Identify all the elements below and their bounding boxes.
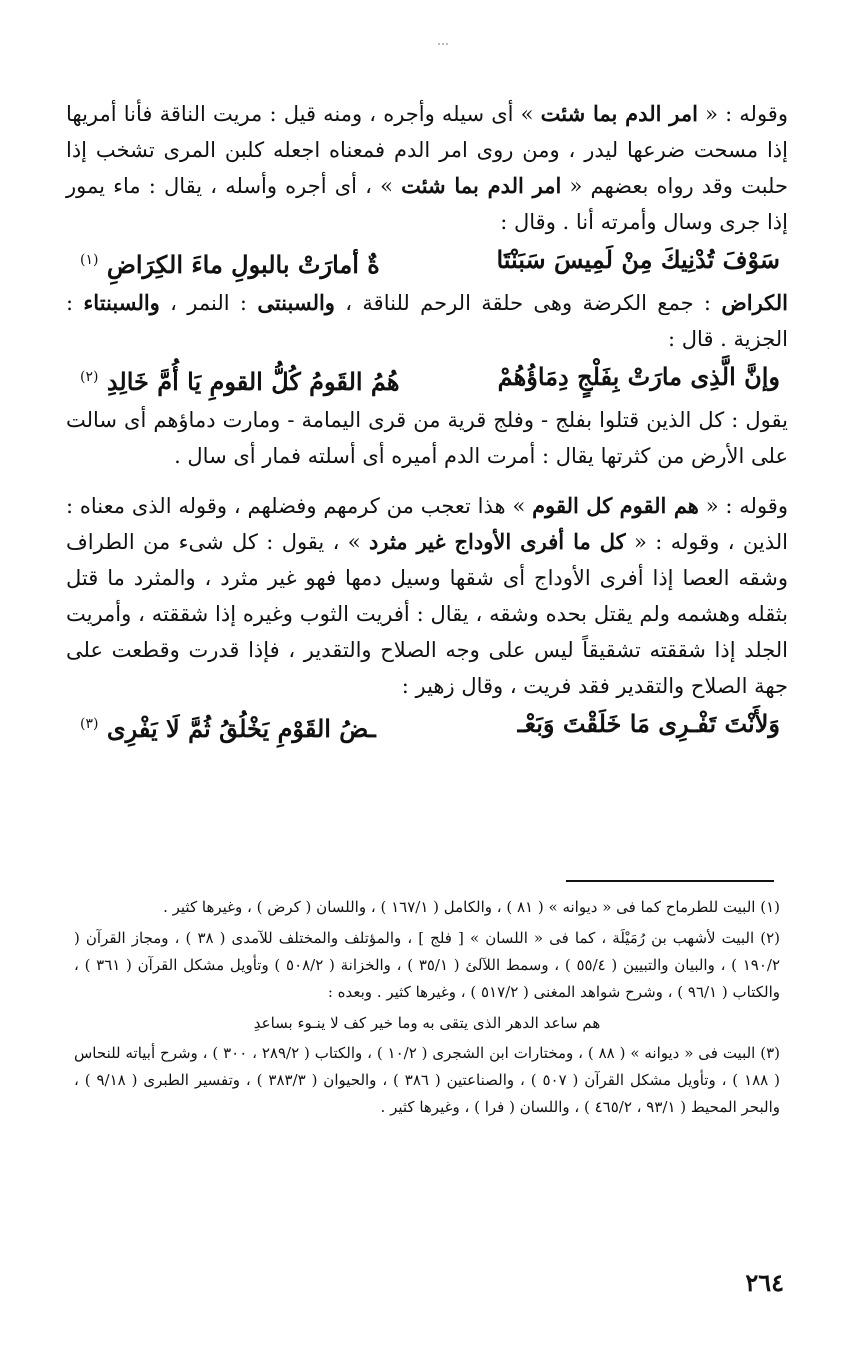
footnote-2-verse: هم ساعد الدهر الذى يتقى به وما خير كف لا ينـوء بساعدِ — [253, 1014, 601, 1032]
footnote-1: (١) البيت للطرماح كما فى « ديوانه » ( ٨١ ) ، والكامل ( ١٦٧/١ ) ، واللسان ( كرض ) ، وغيرها كثير . — [163, 898, 780, 916]
verse-3 — [80, 704, 780, 749]
footnote-divider — [566, 880, 774, 882]
text: » أى سيله وأجره ، ومنه قيل : مريت الناقة فأنا أمريها إذا مسحت ضرعها ليدر ، ومن روى امر الدم فمعناه اجعله كلبن المرى تشخب إذا حلبت وقد رواه بعضهم « — [66, 102, 788, 198]
quoted-phrase: امر الدم بما شئت — [401, 173, 562, 198]
verse-hemistich-first: وَلأَنْتَ تَفْـرِى مَا خَلَقْتَ وَبَعْـ — [517, 709, 780, 738]
footnote-ref: (٣) — [80, 716, 99, 732]
verse-text: ةٌ أمارَتْ بالبولِ ماءَ الكِرَاضِ — [106, 250, 380, 279]
footnotes — [74, 894, 780, 1125]
main-text — [66, 96, 788, 749]
paragraph-3: يقول : كل الذين قتلوا بفلج - وفلج قرية من قرى اليمامة - ومارت دماؤهم أى سالت على الأرض من كثرتها يقال : أمرت الدم أميره أى أسلته فمار أى سال . — [66, 408, 788, 468]
paragraph-2 — [66, 285, 788, 357]
paragraph-1 — [66, 96, 788, 240]
scan-mark — [438, 30, 452, 36]
verse-2 — [80, 357, 780, 402]
verse-text: هُمُ القَومُ كُلُّ القومِ يَا أُمَّ خَالِدِ — [106, 367, 400, 396]
text: وقوله : « — [697, 102, 788, 126]
spacer — [66, 474, 788, 488]
footnote-2: (٢) البيت لأشهب بن رُمَيْلَة ، كما فى « اللسان » [ فلج ] ، والمؤتلف والمختلف للآمدى ( ٣٨ ) ، ومجاز القرآن ( ١٩٠/٢ ) ، والبيان والتبيين ( ٥٥/٤ ) ، وسمط اللآلئ ( ٣٥/١ ) ، والخزانة ( ٥٠٨/٢ ) وتأويل مشكل القرآن ( ٣٦١ ) ، والكتاب ( ٩٦/١ ) ، وشرح شواهد المغنى ( ٥١٧/٢ ) ، وغيرها كثير . وبعده : — [74, 929, 781, 1001]
text: : جمع الكرضة وهى حلقة الرحم للناقة ، — [334, 291, 722, 315]
verse-hemistich-second — [80, 240, 380, 285]
verse-hemistich-second — [80, 704, 376, 749]
footnote-ref: (١) — [80, 252, 99, 268]
quoted-phrase: هم القوم كل القوم — [532, 493, 699, 518]
text: : الجزية . قال : — [66, 291, 788, 351]
term: والسبنتاء — [83, 290, 160, 315]
verse-hemistich-first: وإنَّ الَّذِى مارَتْ بِفَلْجٍ دِمَاؤُهُمْ — [497, 362, 780, 391]
footnote-3: (٣) البيت فى « ديوانه » ( ٨٨ ) ، ومختارات ابن الشجرى ( ١٠/٢ ) ، والكتاب ( ٢٨٩/٢ ، ٣٠٠ ) ، وشرح أبياته للنحاس ( ١٨٨ ) ، وتأويل مشكل القرآن ( ٥٠٧ ) ، والصناعتين ( ٣٨٦ ) ، والحيوان ( ٣٨٣/٣ ) ، وتفسير الطبرى ( ٩/١٨ ) ، والبحر المحيط ( ٩٣/١ ، ٤٦٥/٢ ) ، واللسان ( فرا ) ، وغيرها كثير . — [74, 1044, 780, 1116]
text: : النمر ، — [159, 291, 258, 315]
text: » ، يقول : كل شىء من الطراف وشقه العصا إذا أفرى الأوداج أى شقها وسيل دمها فهو غير مثرد ، والمثرد ما قتل بثقله وهشمه ولم يقتل بحده وشقه ، يقال : أفريت الثوب وغيره إذا شققته ، وأمريت الجلد إذا شققته تشقيقاً ليس على وجه الصلاح والتقدير ، فإذا قدرت وقطعت على جهة الصلاح والتقدير فقد فريت ، وقال زهير : — [66, 530, 788, 698]
verse-hemistich-second — [80, 357, 400, 402]
verse-text: ـضُ القَوْمِ يَخْلُقُ ثُمَّ لَا يَفْرِى — [106, 714, 376, 743]
text: » هذا تعجب من كرمهم وفضلهم ، وقوله الذى معناه : الذين ، وقوله : « — [66, 494, 788, 554]
quoted-phrase: كل ما أفرى الأوداج غير مثرد — [369, 529, 626, 554]
text: » ، أى أجره وأسله ، يقال : ماء يمور إذا جرى وسال وأمرته أنا . وقال : — [66, 174, 788, 234]
footnote-ref: (٢) — [80, 369, 99, 385]
paragraph-4 — [66, 488, 788, 704]
quoted-phrase: امر الدم بما شئت — [540, 101, 698, 126]
verse-hemistich-first: سَوْفَ تُدْنِيكَ مِنْ لَمِيسَ سَبَنْتَا — [496, 245, 780, 274]
term: الكراض — [721, 290, 788, 315]
page-number: ٢٦٤ — [745, 1268, 784, 1297]
verse-1 — [80, 240, 780, 285]
term: والسبنتى — [257, 290, 335, 315]
text: وقوله : « — [698, 494, 788, 518]
